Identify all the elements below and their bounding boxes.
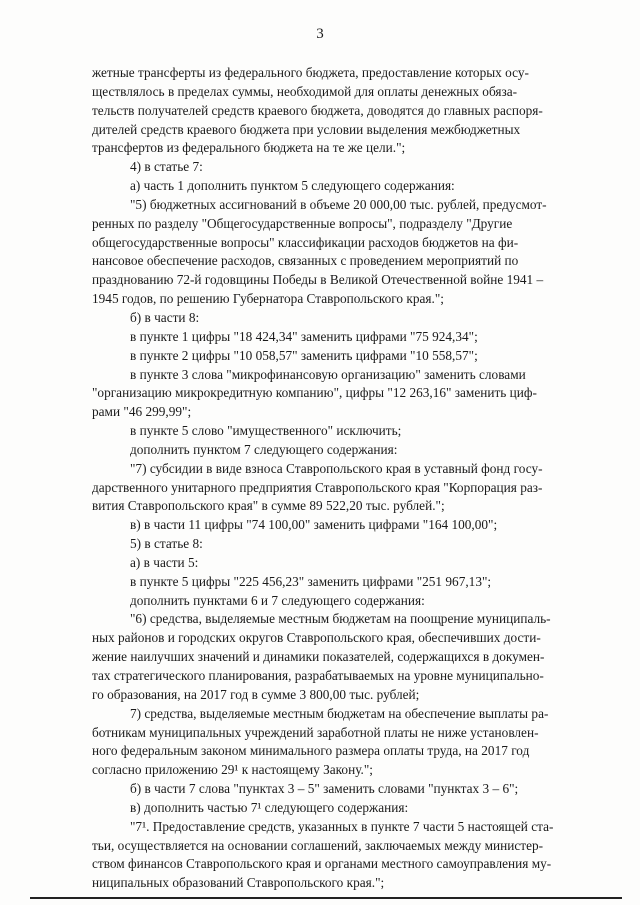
text-line: ренных по разделу "Общегосударственные вопросы", подразделу "Другие <box>92 215 513 231</box>
text-line: 1945 годов, по решению Губернатора Ставропольского края."; <box>92 291 444 307</box>
text-line: в пункте 2 цифры "10 058,57" заменить цифрами "10 558,57"; <box>130 347 478 363</box>
text-line: празднованию 72-й годовщины Победы в Великой Отечественной войне 1941 – <box>92 272 544 288</box>
text-line: ных районов и городских округов Ставропольского края, обеспечивших дости- <box>92 630 541 646</box>
text-line: жение наилучших значений и динамики показателей, содержащихся в докумен- <box>92 649 545 665</box>
text-line: "5) бюджетных ассигнований в объеме 20 000,00 тыс. рублей, предусмот- <box>130 196 547 212</box>
text-line: согласно приложению 29¹ к настоящему Закону."; <box>92 762 373 778</box>
text-line: "7¹. Предоставление средств, указанных в пункте 7 части 5 настоящей ста- <box>130 818 554 834</box>
text-line: 5) в статье 8: <box>130 536 203 552</box>
text-line: ниципальных образований Ставропольского края."; <box>92 875 385 891</box>
text-line: в) в части 11 цифры "74 100,00" заменить цифрами "164 100,00"; <box>130 517 498 533</box>
text-line: трансфертов из федерального бюджета на те же цели."; <box>92 140 406 156</box>
text-line: тьи, осуществляется на основании соглашений, заключаемых между министер- <box>92 837 544 853</box>
text-line: дополнить пунктами 6 и 7 следующего содержания: <box>130 592 425 608</box>
text-line: ством финансов Ставропольского края и органами местного самоуправления му- <box>92 856 552 872</box>
text-line: общегосударственные вопросы" классификации расходов бюджетов на фи- <box>92 234 519 250</box>
text-line: ществлялось в пределах суммы, необходимой для оплаты денежных обяза- <box>92 83 518 99</box>
text-line: в пункте 5 слово "имущественного" исключить; <box>130 423 402 439</box>
text-line: 4) в статье 7: <box>130 159 203 175</box>
text-line: б) в части 7 слова "пунктах 3 – 5" заменить словами "пунктах 3 – 6"; <box>130 781 519 797</box>
text-line: 7) средства, выделяемые местным бюджетам на обеспечение выплаты ра- <box>130 705 549 721</box>
text-line: ботникам муниципальных учреждений заработной платы не ниже установлен- <box>92 724 539 740</box>
text-line: тельств получателей средств краевого бюджета, доводятся до главных распоря- <box>92 102 543 118</box>
text-line: "6) средства, выделяемые местным бюджетам на поощрение муниципаль- <box>130 611 551 627</box>
text-line: б) в части 8: <box>130 309 200 325</box>
text-line: рами "46 299,99"; <box>92 404 192 420</box>
bottom-rule <box>30 897 622 899</box>
text-line: в пункте 1 цифры "18 424,34" заменить цифрами "75 924,34"; <box>130 328 478 344</box>
text-line: дителей средств краевого бюджета при условии выделения межбюджетных <box>92 121 521 137</box>
text-line: нансовое обеспечение расходов, связанных с проведением мероприятий по <box>92 253 519 269</box>
text-line: "организацию микрокредитную компанию", цифры "12 263,16" заменить циф- <box>92 385 537 401</box>
text-line: а) в части 5: <box>130 554 199 570</box>
text-line: вития Ставропольского края" в сумме 89 522,20 тыс. рублей."; <box>92 498 445 514</box>
text-line: тах стратегического планирования, разрабатываемых на уровне муниципально- <box>92 668 544 683</box>
text-line: "7) субсидии в виде взноса Ставропольского края в уставный фонд госу- <box>130 460 543 476</box>
text-line: в) дополнить частью 7¹ следующего содержания: <box>130 799 409 815</box>
text-line: дарственного унитарного предприятия Ставропольского края "Корпорация раз- <box>92 479 543 495</box>
text-line: в пункте 3 слова "микрофинансовую организацию" заменить словами <box>130 366 526 382</box>
text-line: а) часть 1 дополнить пунктом 5 следующего содержания: <box>130 178 455 194</box>
text-line: го образования, на 2017 год в сумме 3 800,00 тыс. рублей; <box>92 686 420 702</box>
text-line: ного федеральным законом минимального размера оплаты труда, на 2017 год <box>92 743 530 759</box>
text-line: жетные трансферты из федерального бюджета, предоставление которых осу- <box>92 65 529 80</box>
page-number: 3 <box>316 26 324 42</box>
text-line: в пункте 5 цифры "225 456,23" заменить цифрами "251 967,13"; <box>130 573 492 589</box>
document-body <box>92 64 608 893</box>
text-line: дополнить пунктом 7 следующего содержания: <box>130 441 398 457</box>
